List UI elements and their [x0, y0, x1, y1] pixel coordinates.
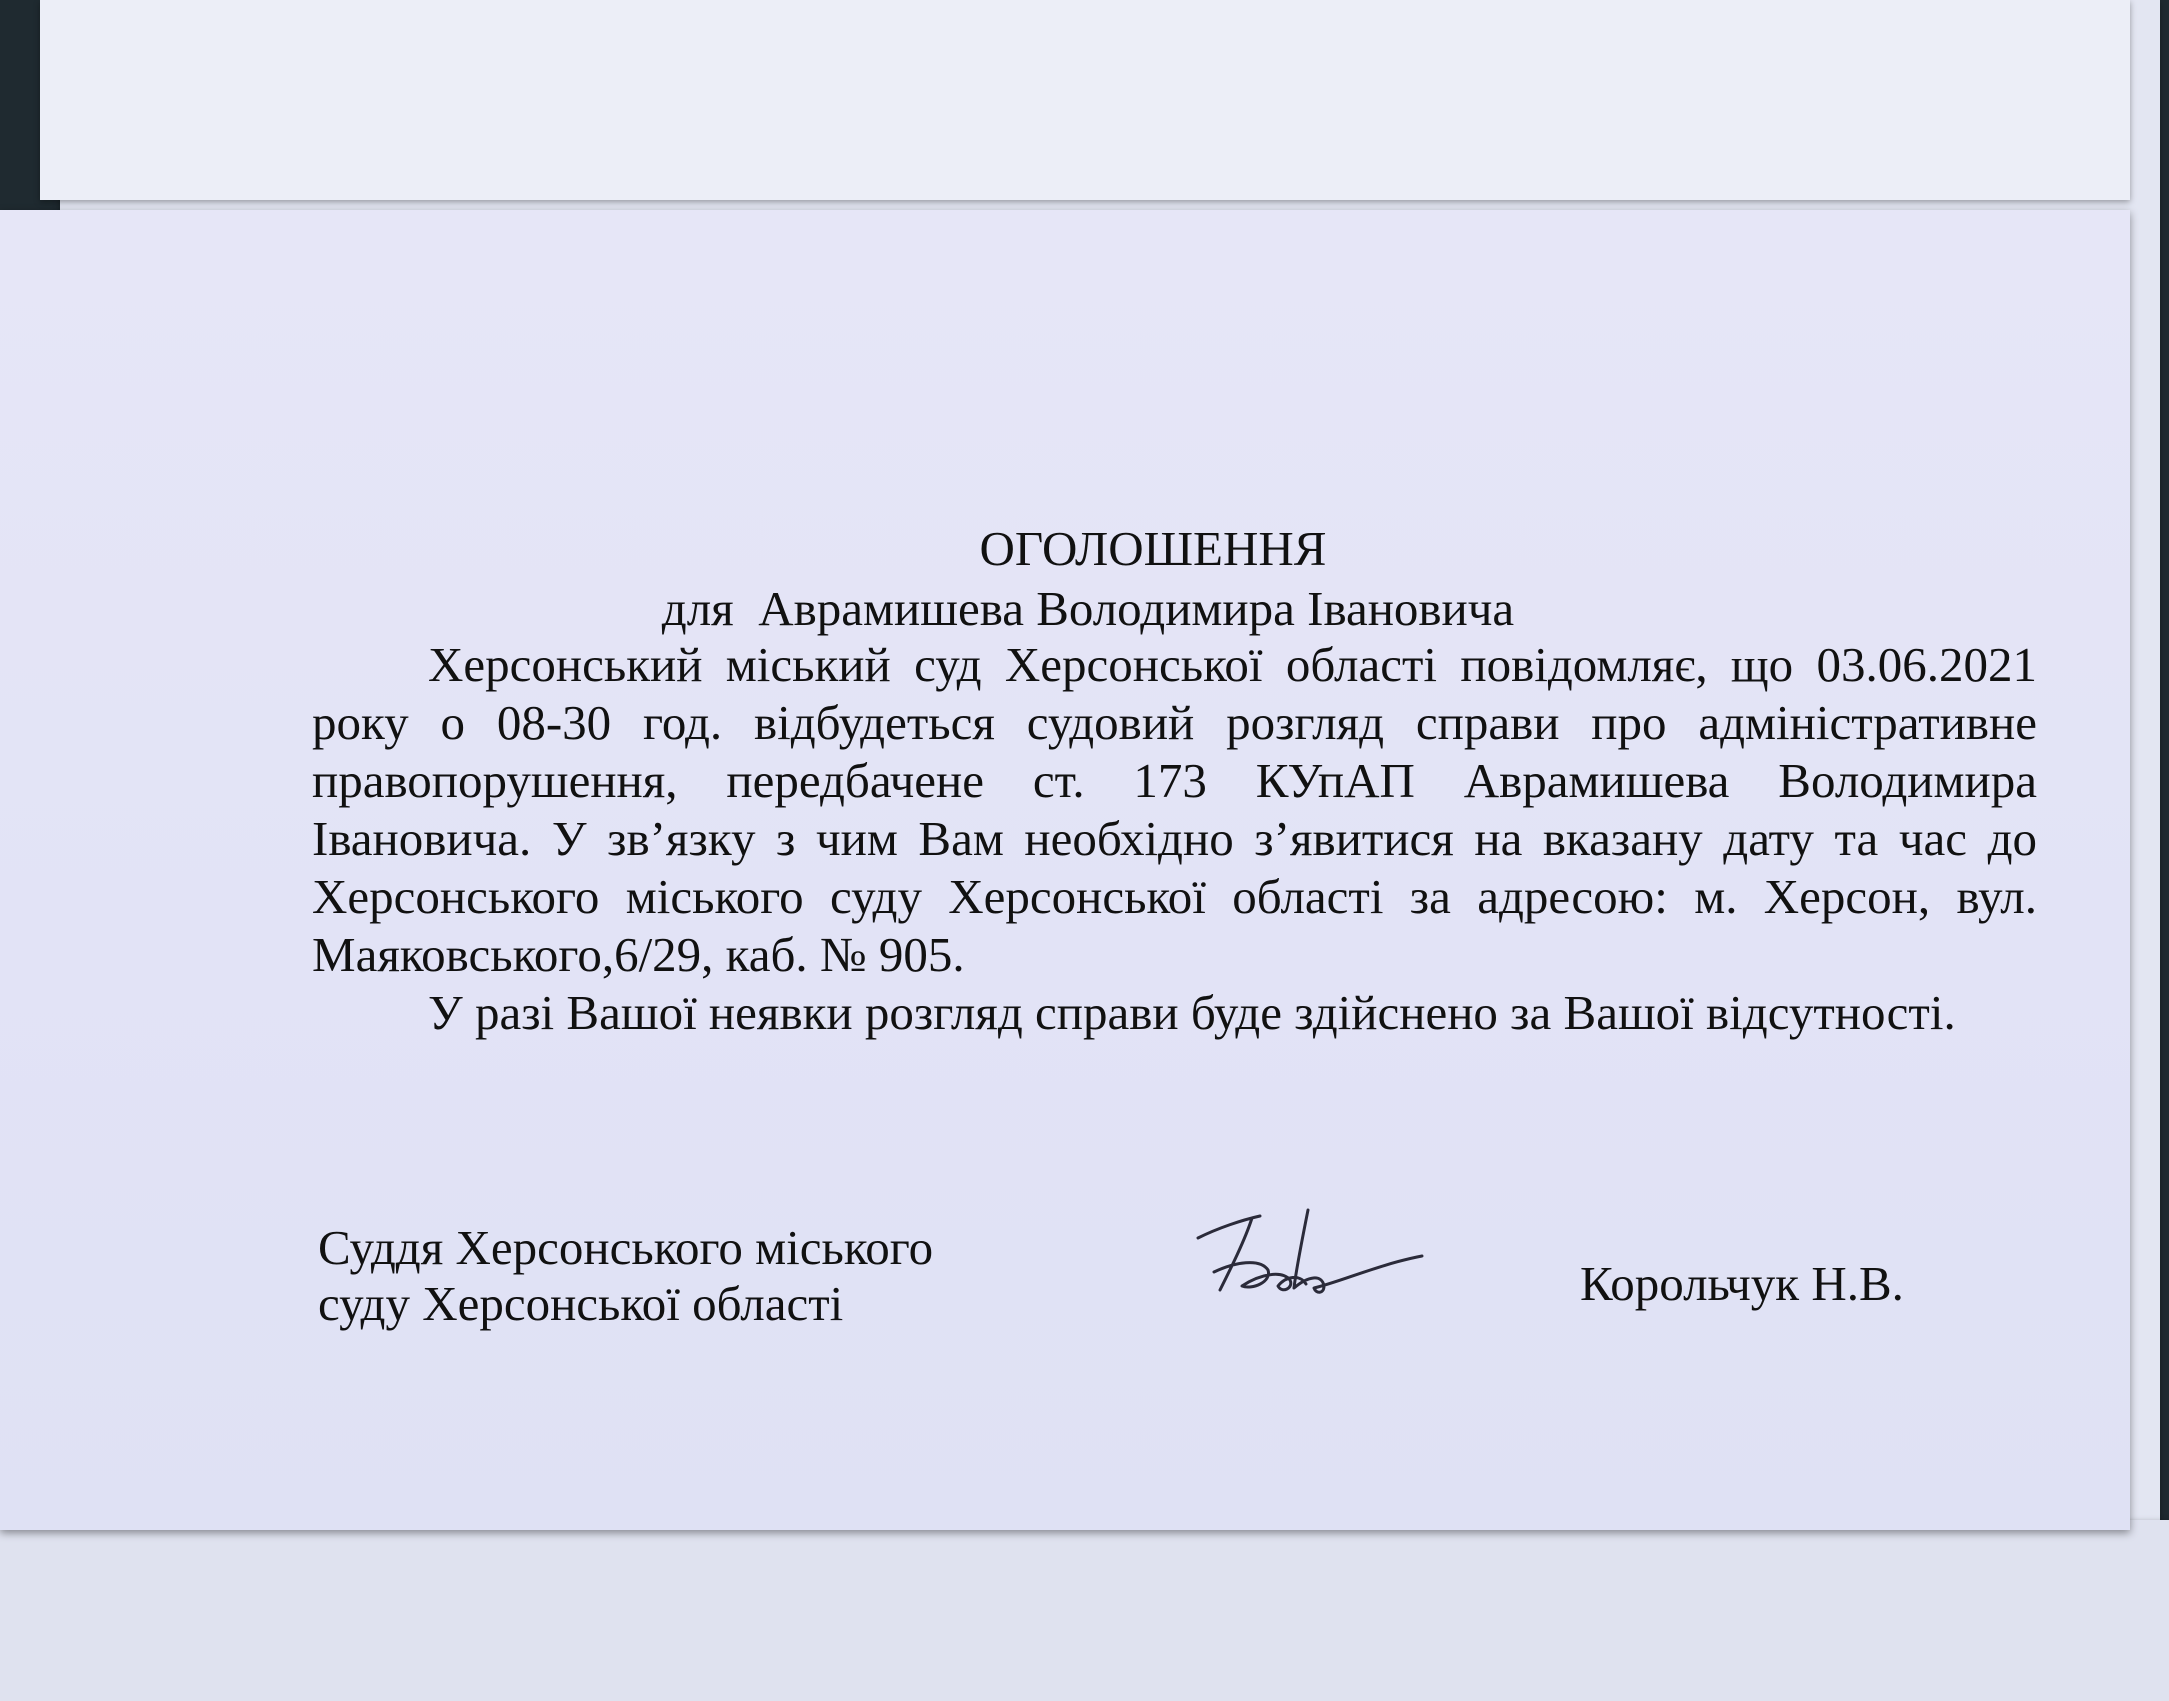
notice-paragraph: Херсонський міський суд Херсонської області повідомляє, що 03.06.2021 року о 08-30 год. відбудеться судовий розгляд справи про адміністративне правопорушення, передбачене ст. 173 КУпАП Аврамишева Володимира Івановича. У зв’язку з чим Вам необхідно з’явитися на вказану дату та час до Херсонського міського суду Херсонської області за адресою: м. Херсон, вул. Маяковського,6/29, каб. № 905. [312, 637, 2037, 982]
judge-position-line: суду Херсонської області [318, 1276, 844, 1331]
recipient-line: для Аврамишева Володимира Івановича [661, 581, 1515, 636]
signer-name: Корольчук Н.В. [1580, 1256, 1904, 1311]
handwritten-signature [1190, 1190, 1430, 1300]
judge-position-line: Суддя Херсонського міського [318, 1220, 934, 1275]
notice-title: ОГОЛОШЕННЯ [979, 521, 1327, 576]
judge-position [318, 1220, 933, 1332]
notice-page [0, 210, 2130, 1530]
paper-stack-top-sheet [40, 0, 2130, 200]
notice-body [312, 636, 2037, 1042]
notice-paragraph: У разі Вашої неявки розгляд справи буде здійснено за Вашої відсутності. [428, 985, 1956, 1040]
paper-stack-bottom-sheet [0, 1520, 2169, 1701]
